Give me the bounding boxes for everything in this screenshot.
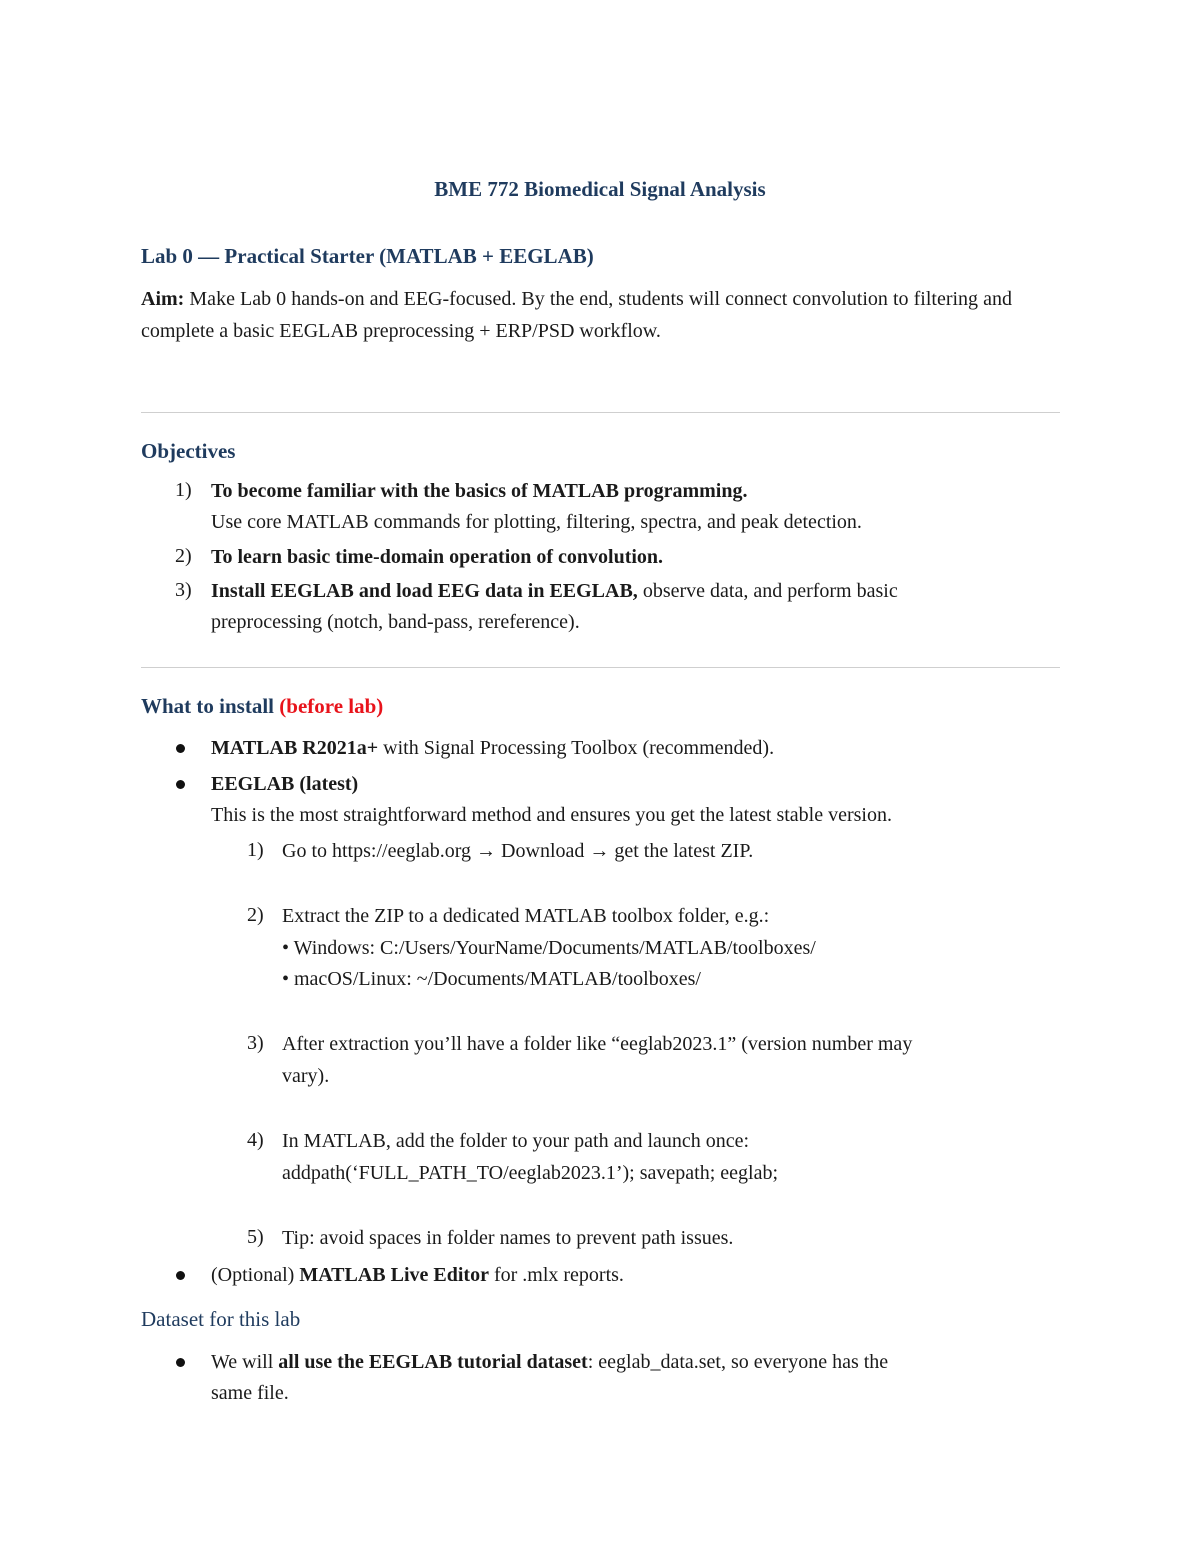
objective-item [211,476,1041,538]
aim-text: Make Lab 0 hands-on and EEG-focused. By the end, students will connect convolution to filtering and complete a basic EEGLAB preprocessing + ERP/PSD workflow. [141,288,1012,342]
dataset-detail-cont: same file. [211,1382,289,1404]
install-step [282,901,1042,996]
objective-number: 3) [175,579,192,601]
step-line: • macOS/Linux: ~/Documents/MATLAB/toolboxes/ [282,968,701,990]
bullet-icon [176,1271,185,1280]
objective-detail: Use core MATLAB commands for plotting, filtering, spectra, and peak detection. [211,511,862,533]
aim-paragraph [141,284,1012,347]
step-line: Go to https://eeglab.org → Download → get the latest ZIP. [282,840,754,862]
dataset-detail: : eeglab_data.set, so everyone has the [587,1351,889,1373]
install-heading [141,694,383,719]
step-number: 5) [247,1226,264,1248]
section-divider [141,412,1060,413]
install-step [282,836,1042,868]
install-item-title: MATLAB Live Editor [299,1264,489,1286]
step-line: Extract the ZIP to a dedicated MATLAB toolbox folder, e.g.: [282,905,770,927]
bullet-icon [176,780,185,789]
install-item-title: EEGLAB (latest) [211,773,359,795]
install-item-prefix: (Optional) [211,1264,300,1286]
objective-detail: observe data, and perform basic [637,580,898,602]
bullet-icon [176,744,185,753]
step-number: 1) [247,839,264,861]
install-step [282,1126,1042,1189]
step-line: After extraction you’ll have a folder like “eeglab2023.1” (version number may [282,1033,913,1055]
objective-item [211,542,1041,573]
lab-heading: Lab 0 — Practical Starter (MATLAB + EEGLAB) [141,244,594,268]
step-line: Tip: avoid spaces in folder names to prevent path issues. [282,1227,734,1249]
objective-title: To learn basic time-domain operation of convolution. [211,546,664,568]
install-item-detail: This is the most straightforward method and ensures you get the latest stable version. [211,804,892,826]
install-item-detail: with Signal Processing Toolbox (recommended). [378,737,775,759]
install-item-title: MATLAB R2021a+ [211,737,379,759]
document-title: BME 772 Biomedical Signal Analysis [434,177,766,201]
section-divider [141,667,1060,668]
dataset-item [211,1347,1041,1409]
objective-title: Install EEGLAB and load EEG data in EEGLAB, [211,580,638,602]
aim-label: Aim: [141,288,185,310]
install-step [282,1029,1042,1092]
dataset-heading: Dataset for this lab [141,1307,301,1331]
step-line: addpath(‘FULL_PATH_TO/eeglab2023.1’); savepath; eeglab; [282,1161,778,1184]
objective-detail-cont: preprocessing (notch, band-pass, rereference). [211,611,580,633]
objective-number: 2) [175,545,192,567]
objective-item [211,576,1041,638]
install-item-detail: for .mlx reports. [488,1264,624,1286]
objectives-heading: Objectives [141,439,236,463]
dataset-prefix: We will [211,1351,279,1373]
install-item-matlab [211,733,1041,764]
step-line: • Windows: C:/Users/YourName/Documents/MATLAB/toolboxes/ [282,936,816,959]
install-heading-text: What to install [141,694,275,718]
step-line: In MATLAB, add the folder to your path and launch once: [282,1130,750,1152]
step-number: 4) [247,1129,264,1151]
install-heading-note: (before lab) [279,694,384,718]
install-step [282,1223,1042,1255]
step-line: vary). [282,1064,330,1087]
step-number: 3) [247,1032,264,1054]
install-item-live-editor [211,1260,1041,1291]
objective-title: To become familiar with the basics of MATLAB programming. [211,480,748,502]
dataset-bold: all use the EEGLAB tutorial dataset [278,1351,588,1373]
install-item-eeglab [211,769,1041,831]
objective-number: 1) [175,479,192,501]
bullet-icon [176,1358,185,1367]
step-number: 2) [247,904,264,926]
